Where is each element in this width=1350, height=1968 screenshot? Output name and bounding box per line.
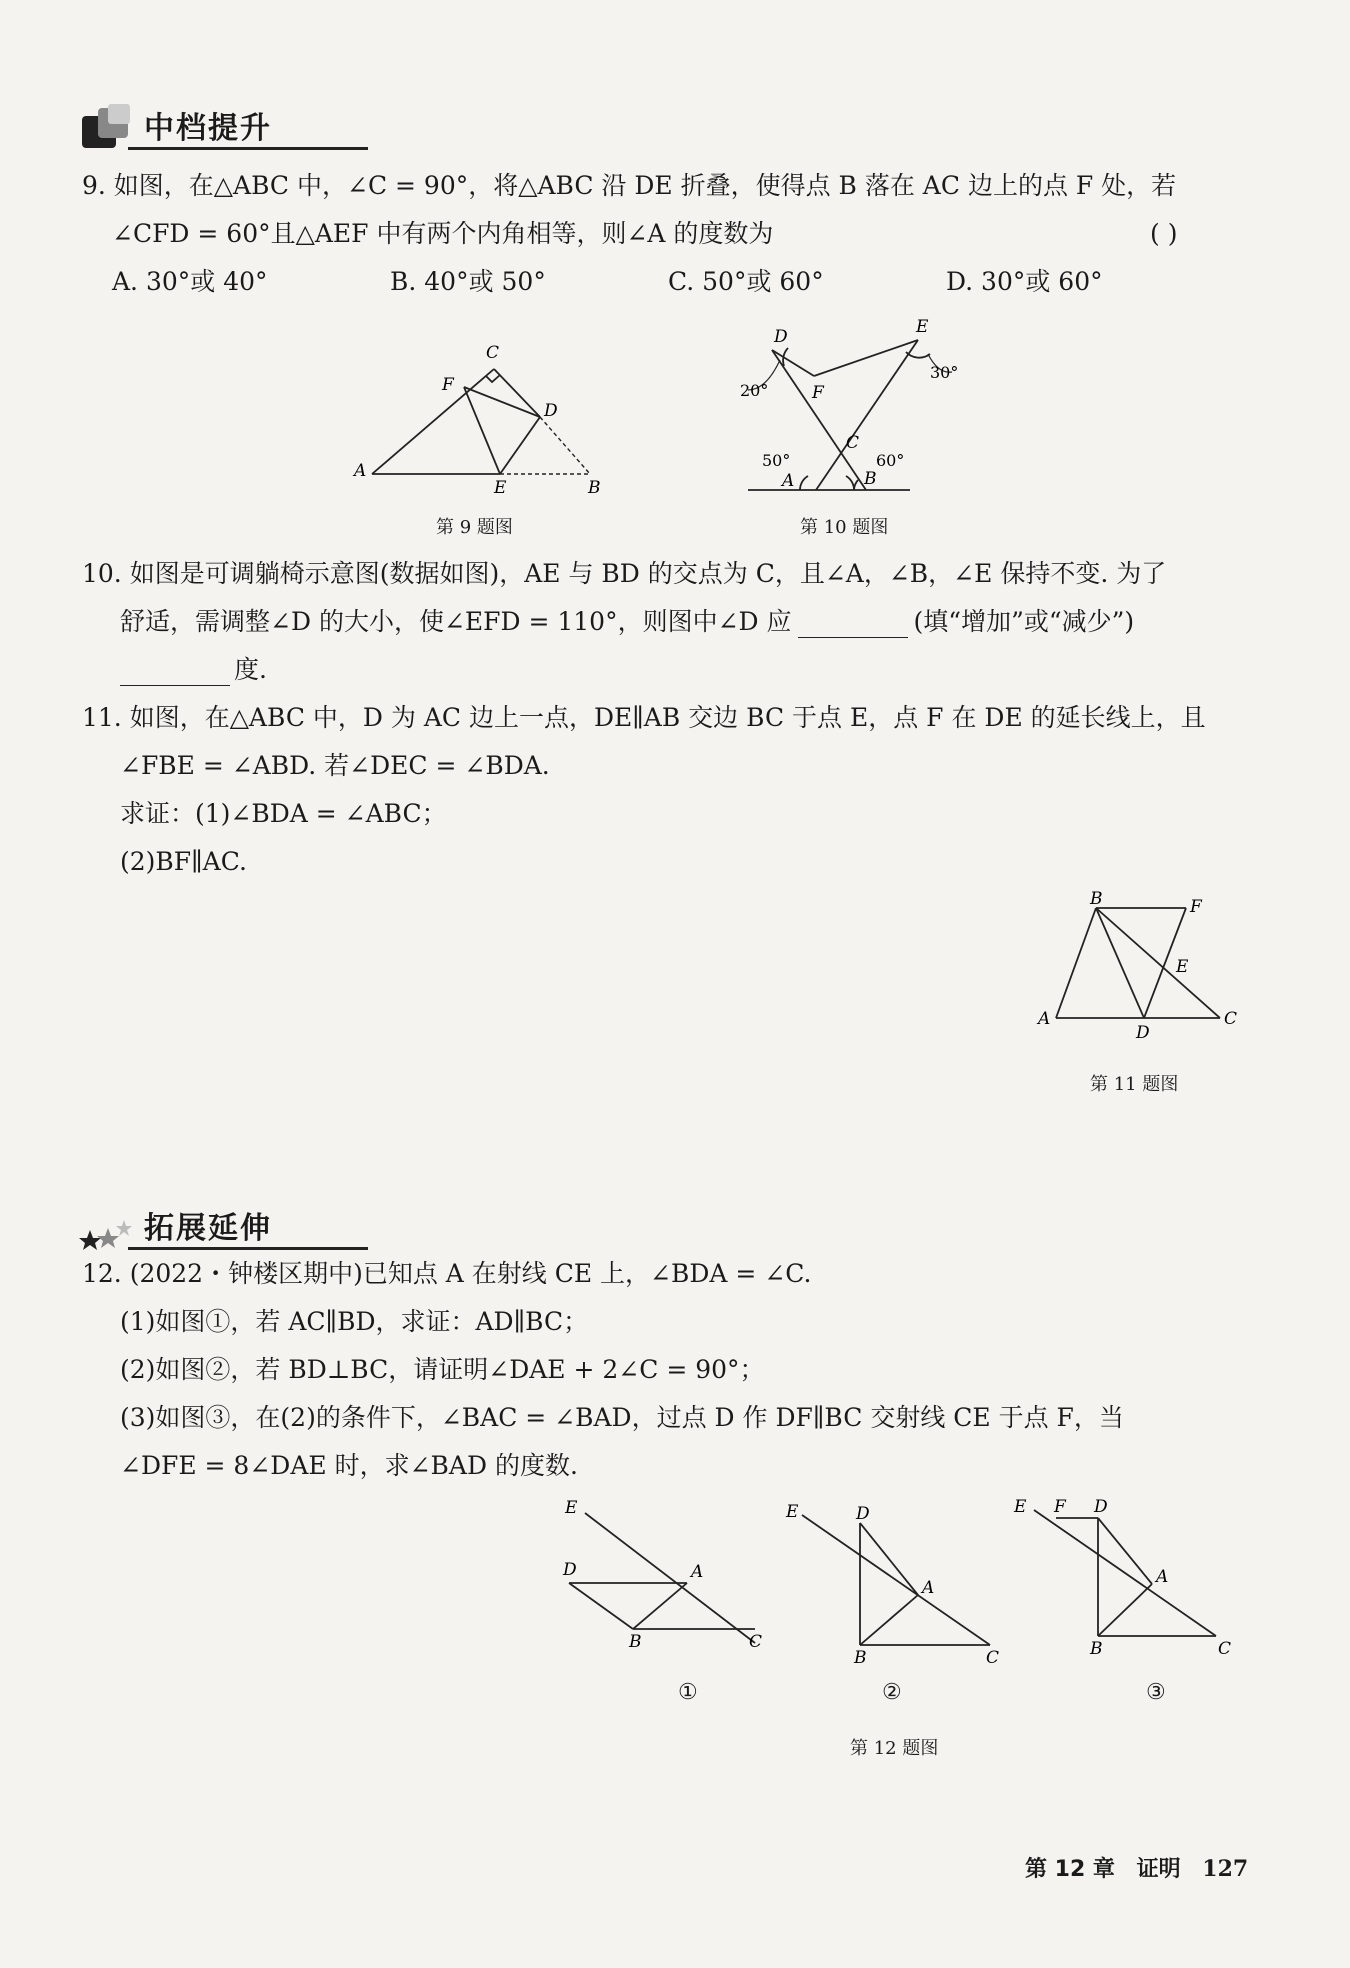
- page-number: 127: [1202, 1856, 1249, 1882]
- q12-line1: 12. (2022・钟楼区期中)已知点 A 在射线 CE 上，∠BDA = ∠C.: [82, 1259, 812, 1288]
- section-title: 拓展延伸: [144, 1211, 272, 1246]
- fig12-sub-2: ②: [882, 1680, 902, 1705]
- q10-line3: [120, 654, 267, 686]
- fig12a-label-e: E: [565, 1498, 578, 1518]
- q10-line1: 10. 如图是可调躺椅示意图(数据如图)，AE 与 BD 的交点为 C，且∠A，∠B，∠E 保持不变. 为了: [82, 559, 1167, 588]
- fig12a-label-b: B: [629, 1632, 642, 1652]
- fig11-label-a: A: [1038, 1009, 1051, 1029]
- q9-option-b: B. 40°或 50°: [390, 267, 546, 296]
- section-underline: [128, 147, 368, 150]
- fig11-caption: 第 11 题图: [1090, 1074, 1179, 1095]
- fig9-caption: 第 9 题图: [436, 517, 513, 538]
- fig12a-label-d: D: [563, 1560, 577, 1580]
- fig10-label-c: C: [846, 433, 860, 453]
- q11-line3: 求证：(1)∠BDA = ∠ABC；: [120, 799, 447, 828]
- fig9-label-b: B: [588, 478, 601, 498]
- fig9-label-e: E: [494, 478, 507, 498]
- fig12b-label-c: C: [986, 1648, 1000, 1668]
- fig12a-label-c: C: [749, 1632, 763, 1652]
- q12-line5: ∠DFE = 8∠DAE 时，求∠BAD 的度数.: [120, 1451, 578, 1480]
- section-title: 中档提升: [144, 111, 272, 146]
- figure-12-2: [780, 1495, 1010, 1675]
- fig12-sub-1: ①: [678, 1680, 698, 1705]
- q9-option-d: D. 30°或 60°: [946, 267, 1103, 296]
- fig10-label-d: D: [774, 327, 788, 347]
- fig10-label-f: F: [812, 383, 824, 403]
- fig12b-label-a: A: [922, 1578, 935, 1598]
- page-footer: [1025, 1852, 1248, 1883]
- q9-line1: 9. 如图，在△ABC 中，∠C = 90°，将△ABC 沿 DE 折叠，使得点 B 落在 AC 边上的点 F 处，若: [82, 171, 1177, 200]
- fig12c-label-d: D: [1094, 1497, 1108, 1517]
- footer-chapter: 第 12 章: [1025, 1857, 1115, 1882]
- fig11-label-e: E: [1176, 957, 1189, 977]
- fig9-label-f: F: [442, 375, 454, 395]
- fig12a-label-a: A: [691, 1562, 704, 1582]
- q9-option-a: A. 30°或 40°: [112, 267, 268, 296]
- fig12c-label-a: A: [1156, 1567, 1169, 1587]
- fig10-caption: 第 10 题图: [800, 517, 889, 538]
- q12-line2: (1)如图①，若 AC∥BD，求证：AD∥BC；: [120, 1307, 589, 1336]
- q11-line2: ∠FBE = ∠ABD. 若∠DEC = ∠BDA.: [120, 751, 550, 780]
- figure-11: [1030, 890, 1250, 1050]
- fig11-label-f: F: [1190, 897, 1202, 917]
- q12-line3: (2)如图②，若 BD⊥BC，请证明∠DAE + 2∠C = 90°；: [120, 1355, 765, 1384]
- q12-line4: (3)如图③，在(2)的条件下，∠BAC = ∠BAD，过点 D 作 DF∥BC 交射线 CE 于点 F，当: [120, 1403, 1124, 1432]
- q11-line1: 11. 如图，在△ABC 中，D 为 AC 边上一点，DE∥AB 交边 BC 于点 E，点 F 在 DE 的延长线上，且: [82, 703, 1206, 732]
- q10-answer-blank-2[interactable]: [120, 659, 230, 686]
- fig9-label-d: D: [544, 401, 558, 421]
- figure-12-3: [1010, 1490, 1250, 1670]
- fig12b-label-d: D: [856, 1504, 870, 1524]
- fig11-label-d: D: [1136, 1023, 1150, 1043]
- fig10-angle-b: 60°: [876, 451, 905, 470]
- q10-answer-blank-1[interactable]: [798, 611, 908, 638]
- fig12-sub-3: ③: [1146, 1680, 1166, 1705]
- q10-line2-hint: (填“增加”或“减少”): [913, 607, 1135, 636]
- fig12-caption: 第 12 题图: [850, 1738, 939, 1759]
- fig12b-label-e: E: [786, 1502, 799, 1522]
- fig11-label-c: C: [1224, 1009, 1238, 1029]
- fig11-label-b: B: [1090, 890, 1103, 909]
- fig9-label-a: A: [354, 461, 367, 481]
- fig10-label-a: A: [782, 471, 795, 491]
- figure-12-1: [555, 1495, 775, 1655]
- q10-line2-text: 舒适，需调整∠D 的大小，使∠EFD = 110°，则图中∠D 应: [120, 607, 792, 636]
- q11-line4: (2)BF∥AC.: [120, 847, 247, 876]
- fig12c-label-e: E: [1014, 1497, 1027, 1517]
- fig10-label-b: B: [864, 469, 877, 489]
- section-underline: [128, 1247, 368, 1250]
- q10-line2: [120, 606, 1134, 638]
- fig10-angle-a: 50°: [762, 451, 791, 470]
- fig12c-label-b: B: [1090, 1639, 1103, 1659]
- section-header-2: [78, 1200, 272, 1250]
- fig9-label-c: C: [486, 343, 500, 363]
- figure-10: [730, 310, 990, 510]
- fig12c-label-c: C: [1218, 1639, 1232, 1659]
- star-icon: [78, 1210, 138, 1250]
- section-header-1: [78, 100, 272, 150]
- q9-line2: ∠CFD = 60°且△AEF 中有两个内角相等，则∠A 的度数为: [112, 219, 774, 248]
- footer-title: 证明: [1136, 1857, 1181, 1882]
- q10-line3-text: 度.: [234, 655, 267, 684]
- fig10-label-e: E: [916, 317, 929, 337]
- q9-option-c: C. 50°或 60°: [668, 267, 824, 296]
- q9-answer-paren: ( ): [1150, 219, 1178, 248]
- figure-9: [350, 340, 620, 500]
- section-badge-icon: [78, 102, 138, 150]
- fig10-angle-e: 30°: [930, 363, 959, 382]
- fig12c-label-f: F: [1054, 1497, 1066, 1517]
- fig12b-label-b: B: [854, 1648, 867, 1668]
- fig10-angle-d: 20°: [740, 381, 769, 400]
